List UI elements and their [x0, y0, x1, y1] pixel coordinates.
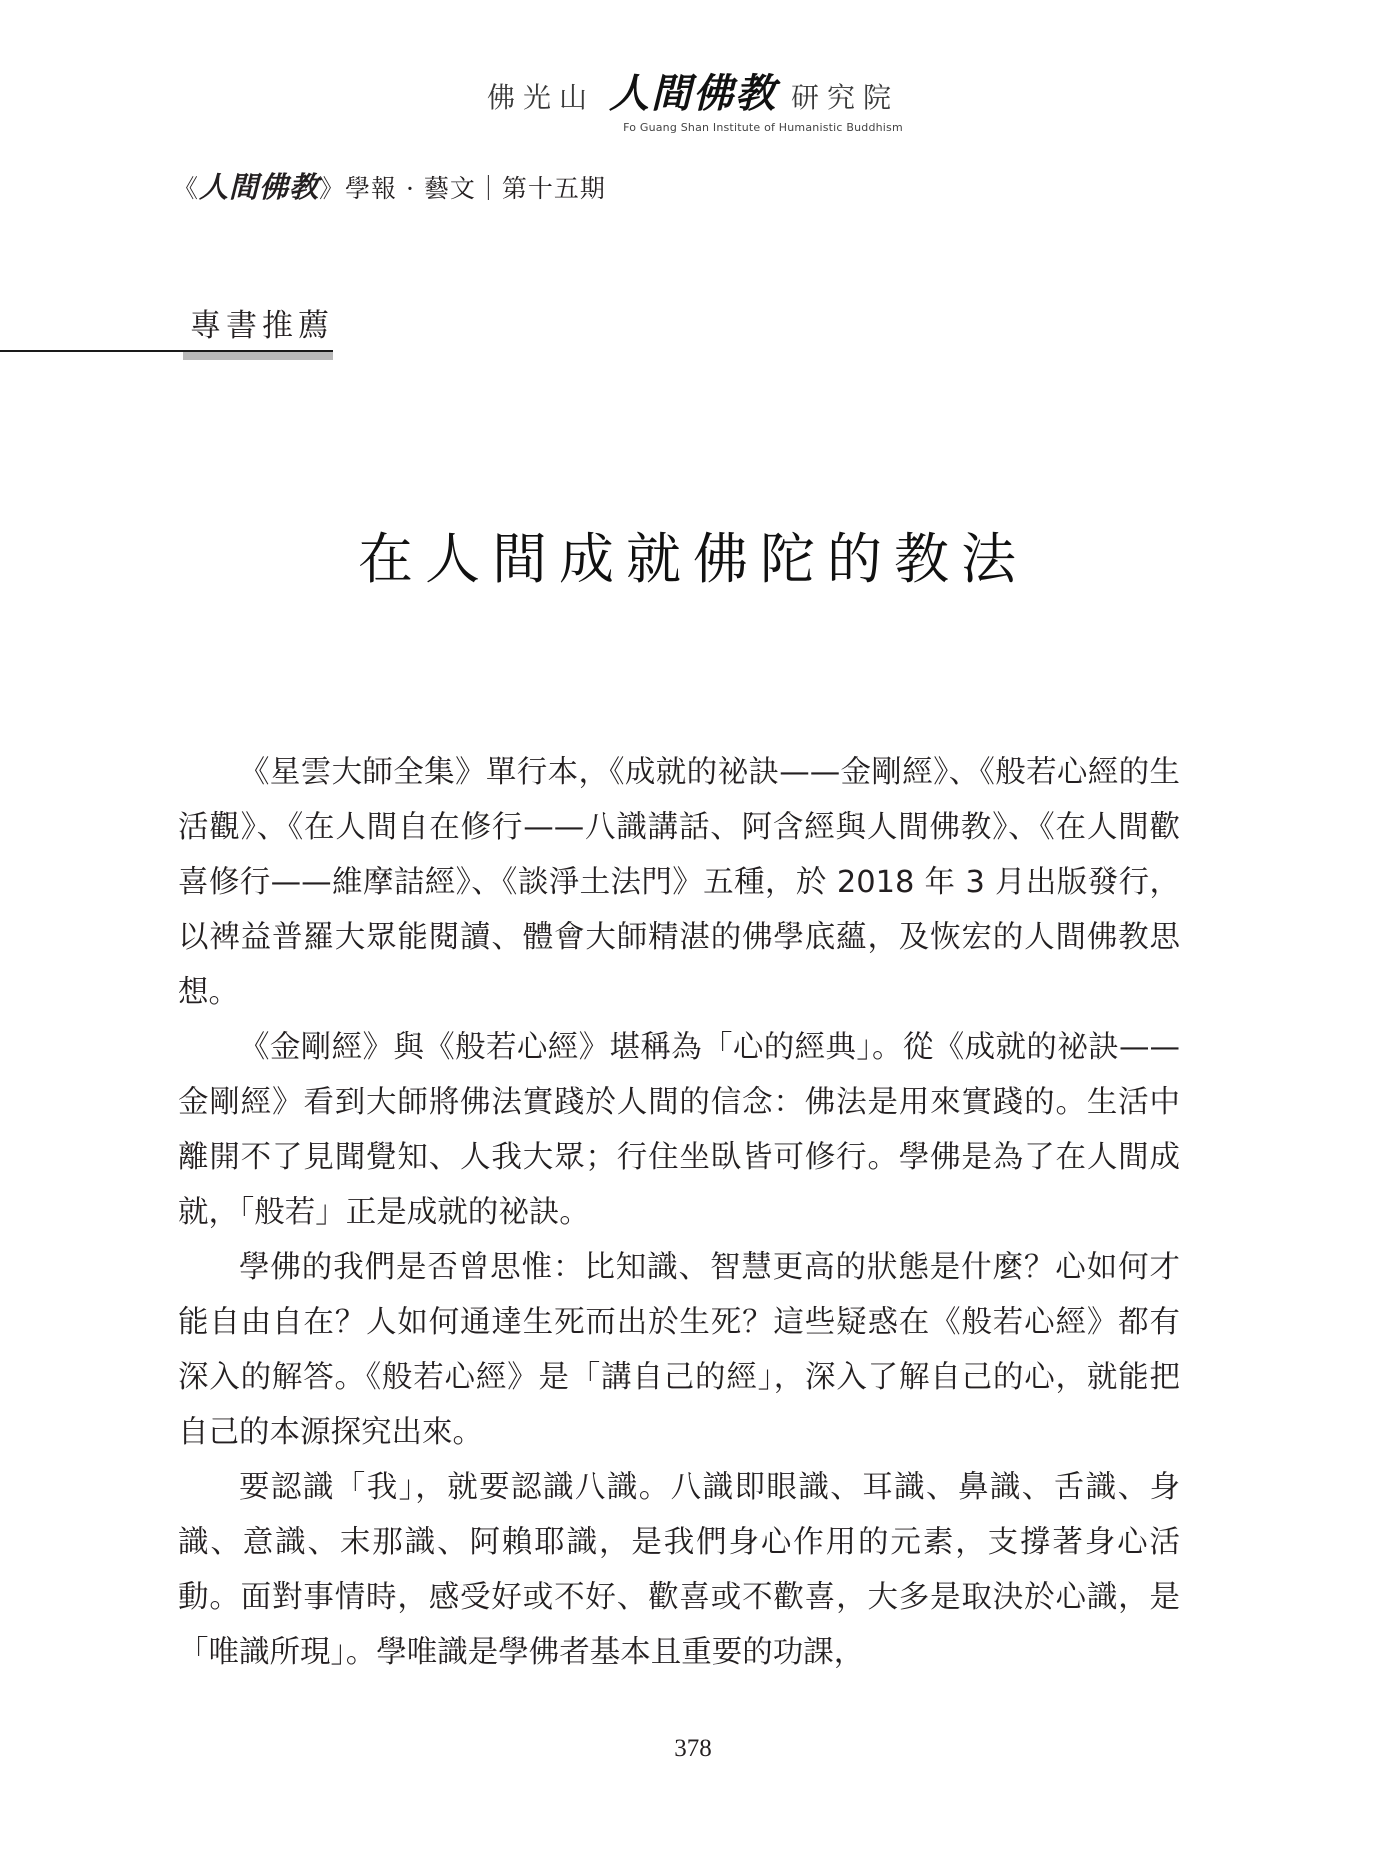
section-label: 專書推薦	[190, 308, 334, 344]
masthead-english: Fo Guang Shan Institute of Humanistic Buddhism	[623, 121, 903, 134]
body-paragraph: 《金剛經》與《般若心經》堪稱為「心的經典」。從《成就的祕訣——金剛經》看到大師將佛法實踐於人間的信念：佛法是用來實踐的。生活中離開不了見聞覺知、人我大眾；行住坐臥皆可修行。學佛是為了在人間成就，「般若」正是成就的祕訣。	[178, 1030, 1180, 1230]
running-head	[173, 165, 606, 206]
masthead-title	[487, 62, 899, 119]
masthead-logo: 人間佛教	[609, 70, 777, 117]
body-paragraph: 《星雲大師全集》單行本，《成就的祕訣——金剛經》、《般若心經的生活觀》、《在人間自在修行——八識講話、阿含經與人間佛教》、《在人間歡喜修行——維摩詰經》、《談淨土法門》五種，於 2018 年 3 月出版發行，以裨益普羅大眾能閱讀、體會大師精湛的佛學底蘊，及恢宏的人間佛教思想。	[178, 755, 1180, 1010]
masthead-left-text: 佛光山	[486, 81, 595, 114]
running-head-logo: 人間佛教	[199, 170, 320, 204]
article-title: 在人間成就佛陀的教法	[357, 526, 1028, 591]
running-head-rest: 》學報 · 藝文｜第十五期	[319, 174, 606, 203]
running-head-open: 《	[173, 174, 200, 203]
body-paragraph: 要認識「我」，就要認識八識。八識即眼識、耳識、鼻識、舌識、身識、意識、末那識、阿賴耶識，是我們身心作用的元素，支撐著身心活動。面對事情時，感受好或不好、歡喜或不歡喜，大多是取決於心識，是「唯識所現」。學唯識是學佛者基本且重要的功課，	[178, 1470, 1180, 1670]
page-number: 378	[674, 1735, 712, 1762]
body-paragraph: 學佛的我們是否曾思惟：比知識、智慧更高的狀態是什麼？心如何才能自由自在？人如何通達生死而出於生死？這些疑惑在《般若心經》都有深入的解答。《般若心經》是「講自己的經」，深入了解自己的心，就能把自己的本源探究出來。	[178, 1250, 1180, 1450]
section-rule-underline	[183, 352, 333, 360]
masthead-right-text: 研究院	[791, 81, 900, 114]
masthead	[0, 62, 1386, 134]
article-body	[178, 745, 1180, 1680]
